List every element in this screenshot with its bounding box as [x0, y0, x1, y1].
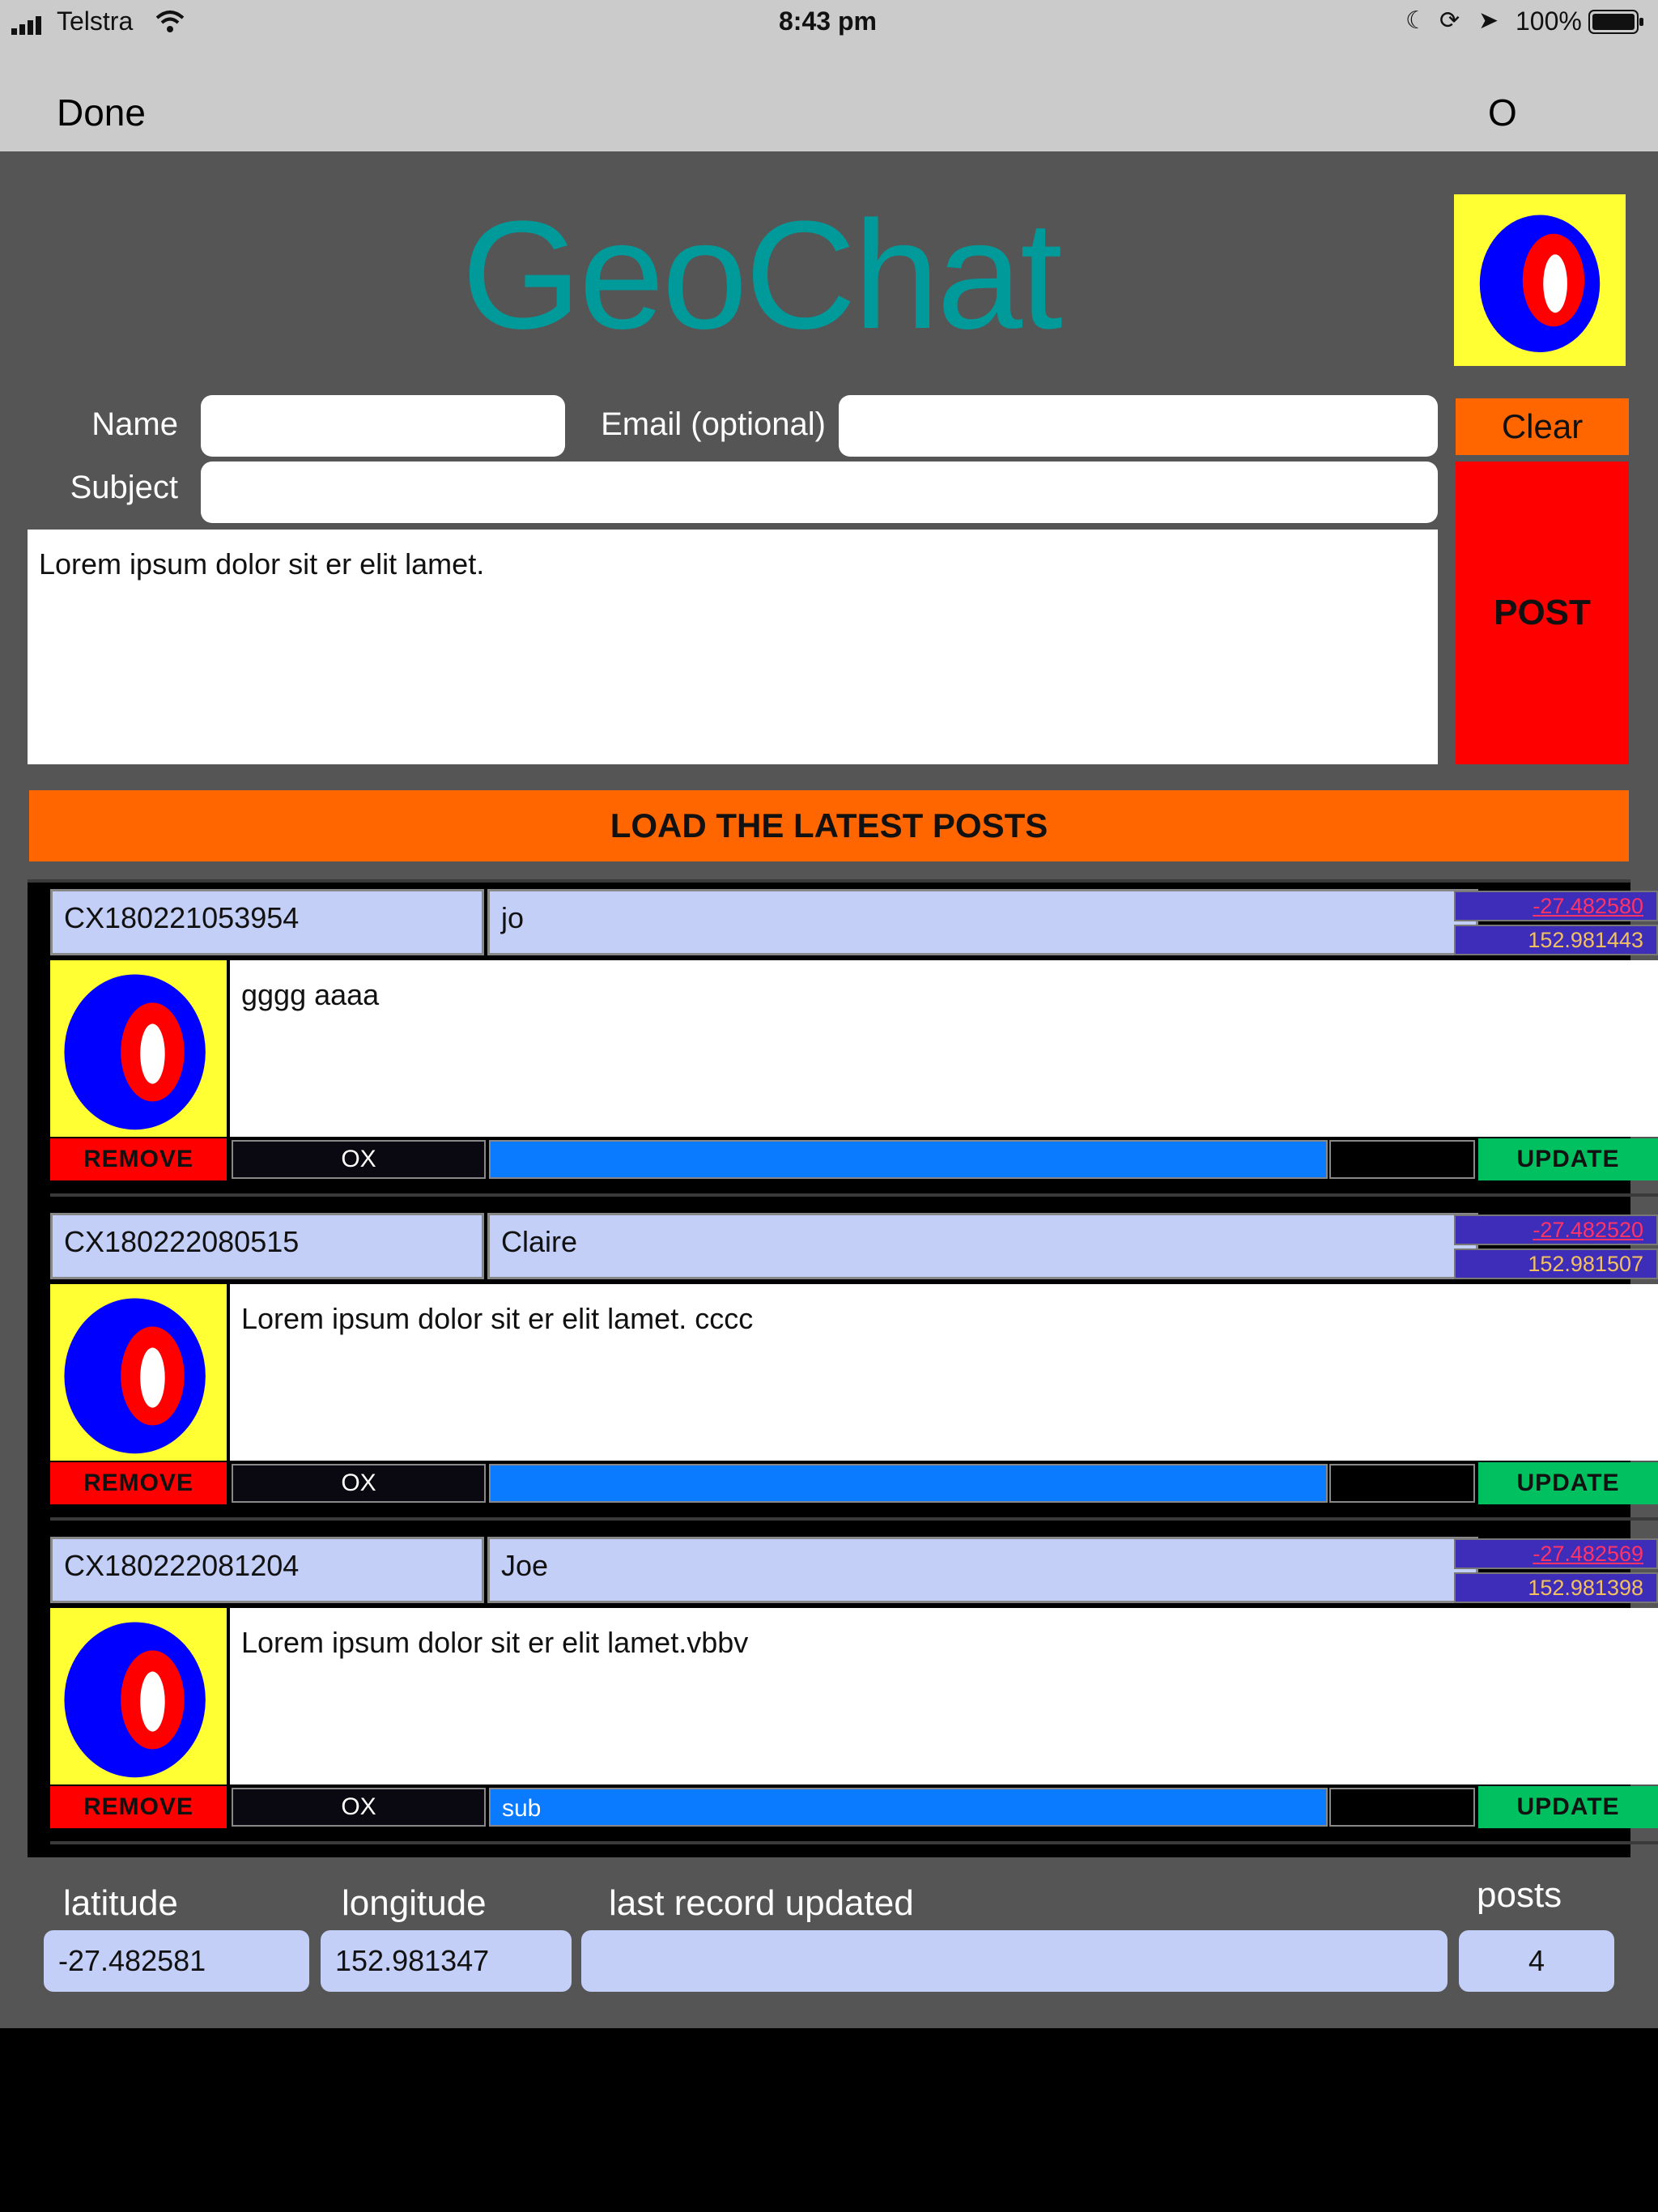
nav-right-button[interactable]: O	[1488, 91, 1517, 134]
remove-button[interactable]: REMOVE	[50, 1138, 227, 1180]
battery-icon	[1588, 10, 1645, 40]
location-arrow-icon: ➤	[1478, 7, 1499, 34]
post-latitude[interactable]: -27.482520	[1454, 1214, 1658, 1245]
message-textarea[interactable]	[28, 530, 1438, 764]
latitude-label: latitude	[63, 1883, 178, 1923]
post-message: gggg aaaa	[230, 960, 1658, 1137]
rotation-lock-icon: ⟳	[1439, 7, 1460, 34]
post-latitude[interactable]: -27.482569	[1454, 1538, 1658, 1569]
name-input[interactable]	[201, 395, 565, 457]
avatar-target-icon	[50, 1284, 227, 1461]
post-status-box	[1329, 1464, 1475, 1503]
ox-button[interactable]: OX	[232, 1140, 486, 1179]
message-text: Lorem ipsum dolor sit er elit lamet.	[39, 547, 485, 581]
post-subject-bar[interactable]	[489, 1140, 1328, 1179]
post-subject-bar[interactable]: sub	[489, 1788, 1328, 1827]
post-divider	[50, 1841, 1658, 1844]
remove-button[interactable]: REMOVE	[50, 1462, 227, 1504]
post-avatar	[50, 1284, 227, 1461]
avatar-target-icon	[50, 1608, 227, 1784]
post-subject-bar[interactable]	[489, 1464, 1328, 1503]
load-latest-posts-button[interactable]: LOAD THE LATEST POSTS	[29, 790, 1629, 861]
user-avatar[interactable]	[1454, 194, 1626, 366]
post-id: CX180222081204	[50, 1537, 484, 1603]
post-status-box	[1329, 1140, 1475, 1179]
post-status-box	[1329, 1788, 1475, 1827]
avatar-target-icon	[50, 960, 227, 1137]
status-bar	[0, 0, 1658, 45]
post-longitude: 152.981443	[1454, 925, 1658, 955]
signal-icon	[11, 11, 49, 41]
last-record-value	[581, 1930, 1448, 1992]
longitude-value: 152.981347	[321, 1930, 572, 1992]
post-message: Lorem ipsum dolor sit er elit lamet. cccc	[230, 1284, 1658, 1461]
carrier-name: Telstra	[57, 6, 134, 36]
post-avatar	[50, 960, 227, 1137]
post-divider	[50, 1517, 1658, 1521]
post-id: CX180222080515	[50, 1213, 484, 1279]
last-record-label: last record updated	[609, 1883, 914, 1923]
posts-count-value: 4	[1459, 1930, 1614, 1992]
longitude-label: longitude	[342, 1883, 487, 1923]
post-card	[28, 883, 1643, 1206]
post-id: CX180221053954	[50, 889, 484, 955]
post-card	[28, 1206, 1643, 1530]
ox-button[interactable]: OX	[232, 1788, 486, 1827]
clock: 8:43 pm	[779, 6, 877, 36]
latitude-value: -27.482581	[44, 1930, 309, 1992]
post-author: jo	[487, 889, 1478, 955]
email-label: Email (optional)	[601, 406, 826, 442]
ox-button[interactable]: OX	[232, 1464, 486, 1503]
email-input[interactable]	[839, 395, 1438, 457]
subject-label: Subject	[70, 470, 178, 505]
post-button-label: POST	[1494, 593, 1591, 632]
remove-button[interactable]: REMOVE	[50, 1786, 227, 1828]
done-button[interactable]: Done	[57, 91, 146, 134]
post-author: Claire	[487, 1213, 1478, 1279]
moon-icon: ☾	[1405, 7, 1427, 34]
post-author: Joe	[487, 1537, 1478, 1603]
update-button[interactable]: UPDATE	[1478, 1462, 1658, 1504]
post-avatar	[50, 1608, 227, 1784]
post-divider	[50, 1193, 1658, 1197]
posts-count-label: posts	[1477, 1875, 1562, 1915]
post-latitude[interactable]: -27.482580	[1454, 891, 1658, 921]
update-button[interactable]: UPDATE	[1478, 1138, 1658, 1180]
post-button[interactable]	[1456, 462, 1629, 764]
navigation-bar	[0, 45, 1658, 151]
subject-input[interactable]	[201, 462, 1438, 523]
post-longitude: 152.981398	[1454, 1572, 1658, 1603]
update-button[interactable]: UPDATE	[1478, 1786, 1658, 1828]
post-longitude: 152.981507	[1454, 1249, 1658, 1279]
app-title: GeoChat	[461, 189, 1061, 361]
wifi-icon	[154, 8, 186, 40]
battery-percent: 100%	[1516, 6, 1582, 36]
post-message: Lorem ipsum dolor sit er elit lamet.vbbv	[230, 1608, 1658, 1784]
avatar-target-icon	[1454, 194, 1626, 366]
clear-button[interactable]: Clear	[1456, 398, 1629, 455]
post-card	[28, 1530, 1643, 1854]
name-label: Name	[91, 406, 178, 442]
